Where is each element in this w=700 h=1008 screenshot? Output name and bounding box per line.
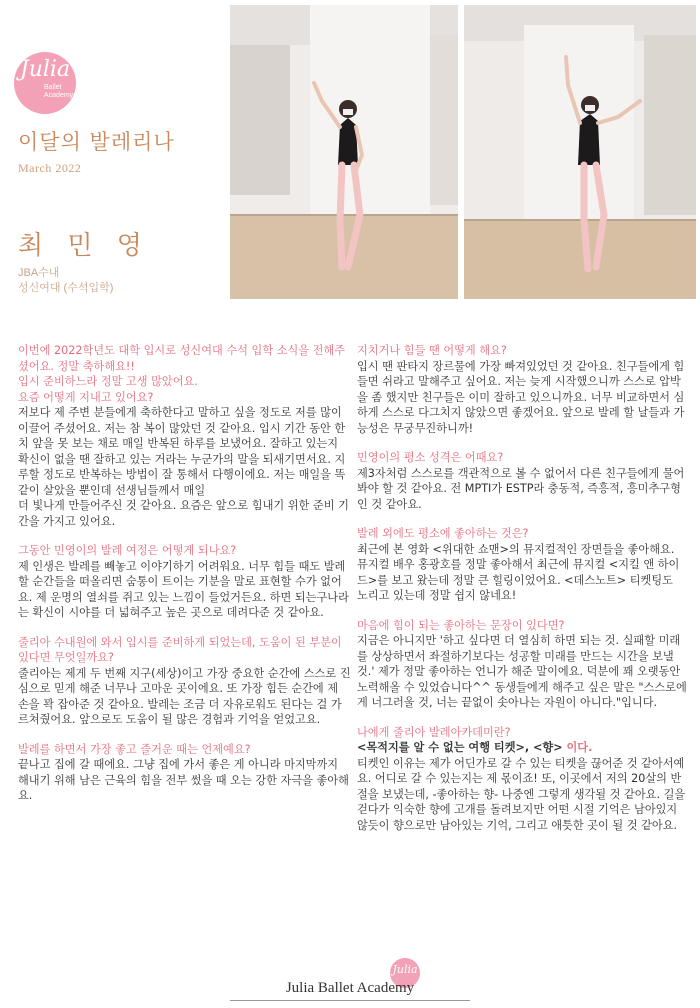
question-heading: 그동안 민영이의 발레 여정은 어떻게 되나요? xyxy=(18,544,237,557)
answer-text: 지금은 아니지만 '하고 싶다면 더 열심히 하면 되는 것. 실패할 미래를 상상하면서 좌절하기보다는 성공할 미래를 만드는 시간을 보낼 것.' 제가 정말 좋아하는 언니가 해준 말이에요. 덕분에 꽤 오랫동안 노력해올 수 있었습니다^^ 동생들에게 해주고 싶은 말은 "스스로에게 너그러울 것, 너는 끝없이 솟아나는 자원이 아니다."입니다. xyxy=(357,634,687,709)
question-heading: 요즘 어떻게 지내고 있어요? xyxy=(18,390,154,404)
question-heading: 나에게 줄리아 발레아카데미란? xyxy=(357,725,511,739)
question-heading: 발레를 하면서 가장 좋고 즐거운 때는 언제예요? xyxy=(18,742,251,756)
question-heading: 줄리아 수내원에 와서 입시를 준비하게 되었는데, 도움이 된 부분이 있다면 무엇일까요? xyxy=(18,635,342,664)
answer-text: 입시 땐 판타지 장르물에 가장 빠져있었던 것 같아요. 친구들에게 힘들면 쉬라고 말해주고 싶어요. 저는 늦게 시작했으니까 스스로 압박을 좀 했지만 친구들은 이미 잘하고 있으니까요. 너무 비교하면서 심하게 스스로 다그치지 않았으면 좋겠어요. 앞으로 발레 할 날들과 가능성은 무궁무진하니까! xyxy=(357,359,685,435)
question-heading: 입시 준비하느라 정말 고생 많았어요. xyxy=(18,375,198,388)
interview-left-column xyxy=(18,343,352,818)
highlight-answer: <목적지를 알 수 없는 여행 티켓>, <향> 이다. xyxy=(357,741,593,754)
academy-logo xyxy=(14,52,76,114)
logo-subtitle: Ballet Academy xyxy=(44,84,74,99)
answer-text: 티켓인 이유는 제가 어딘가로 갈 수 있는 티켓을 끊어준 것 같아서예요. 어디로 갈 수 있는지는 제 몫이죠! 또, 이곳에서 저의 20살의 반절을 보냈는데, -좋아하는 향- 나중엔 그렇게 생각될 것 같아요. 길을 걷다가 익숙한 향에 고개를 돌려보지만 어떤 시절 기억은 남아있지 않듯이 향으로만 남아있는 기억, 그리고 애틋한 곳이 될 것 같아요. xyxy=(357,756,686,832)
footer-logo: Julia xyxy=(390,958,420,988)
question-heading: 마음에 힘이 되는 좋아하는 문장이 있다면? xyxy=(357,618,565,632)
answer-text: 제3자처럼 스스로를 객관적으로 볼 수 없어서 다른 친구들에게 물어봐야 할 것 같아요. 전 MPTI가 ESTP라 충동적, 즉흥적, 흥미추구형인 것 같아요. xyxy=(357,466,685,511)
ballerina-photo-2 xyxy=(464,5,696,299)
answer-text: 저보다 제 주변 분들에게 축하한다고 말하고 싶을 정도로 저를 많이 이끌어 주셨어요. 저는 참 복이 많았던 것 같아요. 입시 기간 동안 한 치 앞을 못 보는 채로 매일 반복된 하루를 보냈어요. 잘하고 있는지 확신이 없을 땐 잘하고 있는 거라는 누군가의 말을 되새기면서요. 지루할 정도로 반복하는 방법이 잘 통해서 다행이에요. 저는 매일을 똑같이 살았을 뿐인데 선생님들께서 매일 더 빛나게 만들어주신 것 같아요. 요즘은 앞으로 힘내기 위한 준비 기간을 가지고 있어요. xyxy=(18,406,349,528)
ballerina-name: 최 민 영 xyxy=(18,231,150,261)
question-heading: 이번에 2022학년도 대학 입시로 성신여대 수석 입학 소식을 전해주셨어요. 정말 축하해요!! xyxy=(18,344,346,373)
answer-text: 최근에 본 영화 <위대한 쇼맨>의 뮤지컬적인 장면들을 좋아해요. 뮤지컬 배우 홍광호를 정말 좋아해서 최근에 뮤지컬 <지킬 앤 하이드>를 보고 왔는데 정말 큰 힐링이었어요. <데스노트> 티켓팅도 노리고 있는데 정말 쉽지 않네요! xyxy=(357,542,680,602)
ballerina-photo-1 xyxy=(230,5,458,299)
footer-divider xyxy=(230,1000,470,1001)
question-heading: 민영이의 평소 성격은 어때요? xyxy=(357,451,504,464)
page-title: 이달의 발레리나 xyxy=(18,130,175,154)
school-tag: 성신여대 (수석입학) xyxy=(18,282,114,294)
interview-right-column xyxy=(357,343,687,847)
question-heading: 지치거나 힘들 땐 어떻게 해요? xyxy=(357,344,507,357)
answer-text: 끝나고 집에 갈 때에요. 그냥 집에 가서 좋은 게 아니라 마지막까지 해내기 위해 남은 근육의 힘을 전부 썼을 때 오는 강한 자극을 좋아해요. xyxy=(18,758,349,802)
branch-tag: JBA수내 xyxy=(18,267,60,279)
answer-text: 제 인생은 발레를 빼놓고 이야기하기 어려워요. 너무 힘들 때도 발레 할 순간들을 떠올리면 숨통이 트이는 기분을 말로 표현할 수가 없어요. 제 운명의 열쇠를 쥐고 있는 느낌이 들었거든요. 하면 되는구나라는 확신이 시야를 더 넓혀주고 높은 곳으로 데려다준 것 같아요. xyxy=(18,559,349,619)
question-heading: 발레 외에도 평소에 좋아하는 것은? xyxy=(357,527,529,540)
answer-text: 줄리아는 제게 두 번째 지구(세상)이고 가장 중요한 순간에 스스로 진심으로 믿게 해준 너무나 고마운 곳이에요. 또 가장 힘든 순간에 제 손을 꽉 잡아준 것 같아요. 발레는 조금 더 자유로워도 된다는 걸 가르쳐줬어요. 앞으로도 도움이 될 많은 경험과 기억을 얻었고요. xyxy=(18,666,351,726)
logo-script: Julia xyxy=(19,57,71,82)
footer-academy-name: Julia Ballet Academy xyxy=(285,980,415,996)
issue-date: March 2022 xyxy=(18,161,82,175)
